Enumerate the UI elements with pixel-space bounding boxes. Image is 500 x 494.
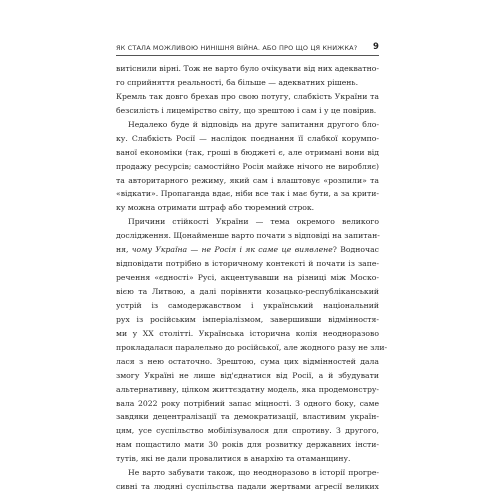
body-text bbox=[116, 62, 388, 494]
text-line: вією та Литвою, а далі порівняти козацько-республіканський bbox=[116, 287, 379, 296]
text-line: рух із російським імперіалізмом, завершивши відмінностя- bbox=[116, 314, 379, 324]
text-line: змогу Україні не лише від'єднатися від Росії, а й збудувати bbox=[116, 370, 379, 380]
text-line: Кремль так довго брехав про свою потугу, слабкість України та bbox=[116, 91, 379, 101]
text-line: Не варто забувати також, що неодноразово в історії прогре- bbox=[128, 468, 379, 478]
text-line: альтернативну, цілком життєздатну модель, яка продемонстру- bbox=[116, 384, 379, 394]
text-line: відповідати потрібно в історичному контексті й почати із запе- bbox=[116, 259, 379, 269]
text-line: ваної економіки (так, гроші в бюджеті є, але отримані вони від bbox=[116, 147, 379, 157]
running-header-title: ЯК СТАЛА МОЖЛИВОЮ НИНІШНЯ ВІЙНА. АБО ПРО ЩО ЦЯ КНИЖКА? bbox=[116, 44, 358, 52]
text-line: Недалеко буде й відповідь на друге запитання другого бло- bbox=[128, 119, 379, 129]
text-line: ку. Слабкість Росії — наслідок поєднання її слабкої корумпо- bbox=[116, 133, 379, 143]
text-line: нам пощастило мати 30 років для розвитку державних інсти- bbox=[116, 440, 379, 450]
text-line: цям, усе суспільство мобілізувалося для спротиву. З другого, bbox=[116, 426, 379, 436]
text-line: ку можна отримати штраф або тюремний строк. bbox=[116, 203, 315, 213]
text-line: дослідження. Щонайменше варто почати з відповіді на запитан- bbox=[116, 231, 380, 241]
text-line: «відкати». Пропаганда вдає, ніби все так і має бути, а за крити- bbox=[116, 189, 379, 199]
text-line: ня, чому Україна — не Росія і як саме це виявлене? Водночас bbox=[116, 245, 379, 255]
text-line: тутів, які не дали провалитися в анархію та отаманщину. bbox=[116, 454, 351, 464]
page-number: 9 bbox=[373, 42, 379, 52]
text-line: устрій із самодержавством і український національний bbox=[116, 300, 379, 310]
text-line: продажу ресурсів; самостійно Росія майже нічого не виробляє) bbox=[116, 161, 379, 171]
text-line: безсилість і лицемірство світу, що зрештою і сам і у це повірив. bbox=[116, 105, 377, 115]
text-line: витіснили вірні. Тож не варто було очікувати від них адекватно- bbox=[116, 64, 379, 73]
text-line: сивні та людяні суспільства падали жертвами агресії великих bbox=[116, 482, 379, 492]
text-line: речення «єдності» Русі, акцентувавши на різниці між Моско- bbox=[116, 273, 379, 283]
text-line: прокладалася паралельно до російської, але жодного разу не зли- bbox=[116, 342, 388, 352]
text-line: го сприйняття реальності, ба більше — адекватних рішень. bbox=[116, 77, 359, 87]
text-line: завдяки децентралізації та демократизації, властивим україн- bbox=[116, 412, 379, 422]
italic-phrase: чому Україна — не Росія і як саме це виявлене bbox=[131, 245, 333, 255]
text-line: вала 2022 року потрібний запас міцності. З одного боку, саме bbox=[116, 398, 379, 408]
header-rule bbox=[116, 55, 379, 56]
text-line: лася з нею остаточно. Зрештою, сума цих відмінностей дала bbox=[116, 356, 379, 366]
text-line: ми у XX столітті. Українська історична колія неодноразово bbox=[116, 328, 379, 338]
text-line: та авторитарного режиму, який сам і влаштовує «розпили» та bbox=[116, 175, 379, 185]
text-line: Причини стійкості України — тема окремого великого bbox=[128, 217, 379, 227]
